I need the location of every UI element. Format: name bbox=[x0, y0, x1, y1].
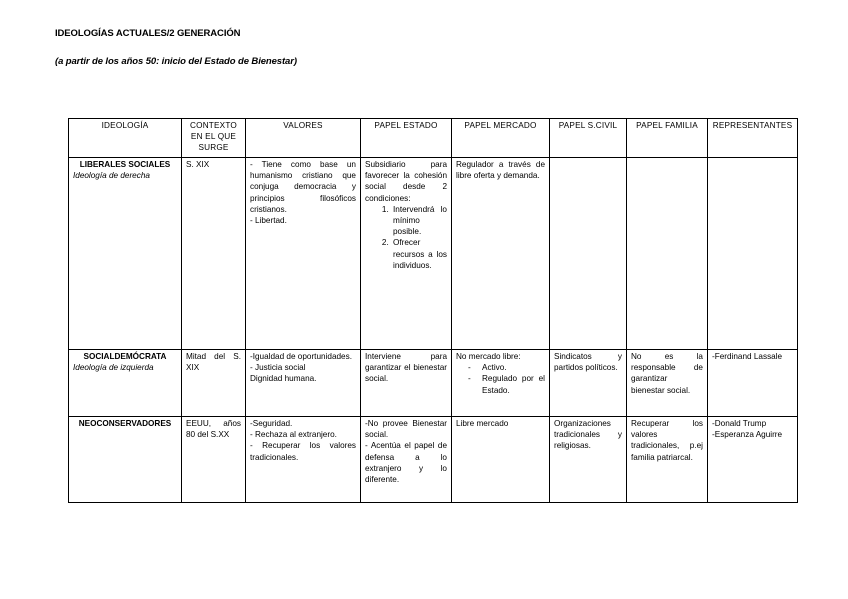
ideology-name: LIBERALES SOCIALES bbox=[79, 160, 171, 169]
table-row bbox=[69, 350, 798, 417]
family-cell: No es la responsable de garantizar bienestar social. bbox=[627, 350, 708, 417]
table-header-row bbox=[69, 119, 798, 158]
header-ideology: IDEOLOGÍA bbox=[69, 119, 182, 158]
value-item: - Tiene como base un humanismo cristiano que conjuga democracia y principios filosóficos cristianos. bbox=[250, 160, 356, 214]
header-values: VALORES bbox=[246, 119, 361, 158]
header-civil: PAPEL S.CIVIL bbox=[550, 119, 627, 158]
values-cell bbox=[246, 350, 361, 417]
context-cell: EEUU, años 80 del S.XX bbox=[182, 417, 246, 503]
civil-cell: Sindicatos y partidos políticos. bbox=[550, 350, 627, 417]
state-cell: Interviene para garantizar el bienestar social. bbox=[361, 350, 452, 417]
ideologies-table bbox=[68, 118, 798, 503]
state-conditions-list bbox=[365, 204, 447, 271]
representative: -Ferdinand Lassale bbox=[712, 352, 783, 361]
header-market: PAPEL MERCADO bbox=[452, 119, 550, 158]
state-cell bbox=[361, 158, 452, 350]
ideology-cell bbox=[69, 417, 182, 503]
market-intro: No mercado libre: bbox=[456, 352, 521, 361]
state-condition-item: 2. Ofrecer recursos a los individuos. bbox=[391, 237, 447, 271]
value-item: - Recuperar los valores tradicionales. bbox=[250, 441, 356, 462]
market-list bbox=[456, 362, 545, 396]
state-condition-item: 1. Intervendrá lo mínimo posible. bbox=[391, 204, 447, 238]
document-subtitle: (a partir de los años 50: inicio del Estado de Bienestar) bbox=[55, 56, 297, 67]
family-cell: Recuperar los valores tradicionales, p.ej familia patriarcal. bbox=[627, 417, 708, 503]
ideology-cell bbox=[69, 158, 182, 350]
ideology-name: NEOCONSERVADORES bbox=[78, 419, 172, 428]
ideology-subtitle: Ideología de derecha bbox=[73, 171, 150, 181]
state-item: -No provee Bienestar social. bbox=[365, 419, 447, 440]
market-cell: Regulador a través de libre oferta y demanda. bbox=[452, 158, 550, 350]
header-representatives: REPRESENTANTES bbox=[708, 119, 798, 158]
civil-cell: Organizaciones tradicionales y religiosas. bbox=[550, 417, 627, 503]
value-item: -Seguridad. bbox=[250, 419, 293, 428]
table-row bbox=[69, 158, 798, 350]
value-item: -Igualdad de oportunidades. bbox=[250, 352, 352, 361]
state-item: - Acentúa el papel de defensa a lo extranjero y lo diferente. bbox=[365, 441, 447, 485]
market-cell: Libre mercado bbox=[452, 417, 550, 503]
representatives-cell bbox=[708, 417, 798, 503]
table-row bbox=[69, 417, 798, 503]
context-cell: S. XIX bbox=[182, 158, 246, 350]
value-item: - Justicia social bbox=[250, 363, 306, 373]
header-context: CONTEXTO EN EL QUE SURGE bbox=[182, 119, 246, 158]
value-item: Dignidad humana. bbox=[250, 374, 317, 384]
context-cell: Mitad del S. XIX bbox=[182, 350, 246, 417]
representatives-cell bbox=[708, 350, 798, 417]
representative: -Esperanza Aguirre bbox=[712, 430, 783, 440]
header-family: PAPEL FAMILIA bbox=[627, 119, 708, 158]
values-cell bbox=[246, 158, 361, 350]
market-item: - Regulado por el Estado. bbox=[482, 373, 545, 395]
header-state: PAPEL ESTADO bbox=[361, 119, 452, 158]
family-cell bbox=[627, 158, 708, 350]
ideology-name: SOCIALDEMÓCRATA bbox=[83, 352, 167, 361]
value-item: - Rechaza al extranjero. bbox=[250, 430, 337, 440]
market-item: - Activo. bbox=[482, 362, 545, 373]
representative: -Donald Trump bbox=[712, 419, 767, 428]
document-title: IDEOLOGÍAS ACTUALES/2 GENERACIÓN bbox=[55, 28, 241, 39]
civil-cell bbox=[550, 158, 627, 350]
state-cell bbox=[361, 417, 452, 503]
ideology-cell bbox=[69, 350, 182, 417]
values-cell bbox=[246, 417, 361, 503]
value-item: - Libertad. bbox=[250, 216, 287, 226]
state-intro: Subsidiario para favorecer la cohesión social desde 2 condiciones: bbox=[365, 160, 447, 203]
representatives-cell bbox=[708, 158, 798, 350]
ideology-subtitle: Ideología de izquierda bbox=[73, 363, 154, 373]
market-cell bbox=[452, 350, 550, 417]
